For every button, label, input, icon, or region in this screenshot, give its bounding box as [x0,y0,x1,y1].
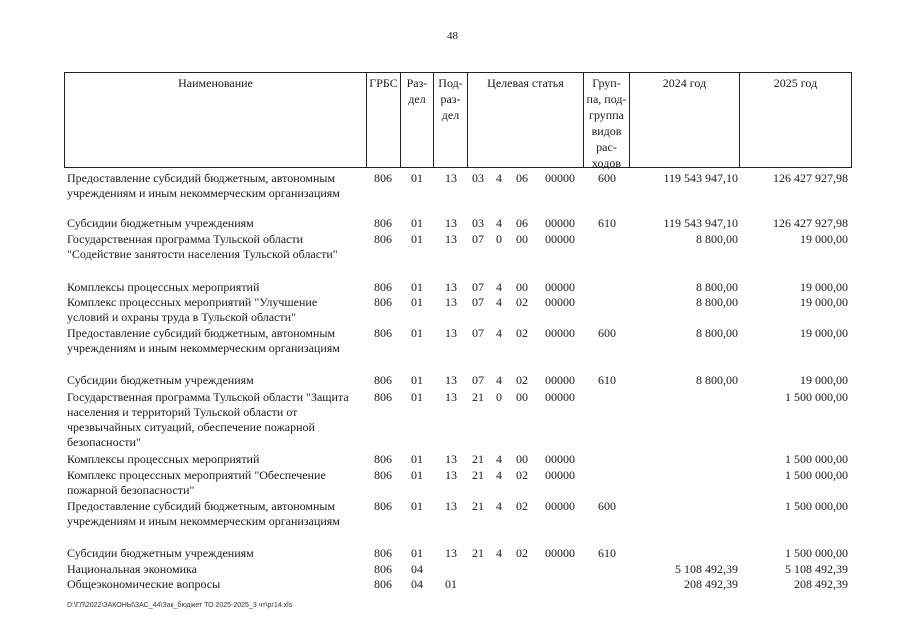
row-amount-2025: 19 000,00 [800,326,848,340]
row-grbs: 806 [374,390,392,404]
row-name: Комплекс процессных мероприятий "Обеспечение пожарной безопасности" [67,468,326,497]
row-grbs: 806 [374,326,392,340]
row-target-event: 02 [516,295,528,309]
row-amount-2025: 19 000,00 [800,280,848,294]
row-name: Комплексы процессных мероприятий [67,452,260,466]
row-razdel: 01 [411,280,423,294]
row-target-program: 21 [472,390,484,404]
row-amount-2025: 1 500 000,00 [785,499,848,513]
row-target-type: 4 [496,295,502,309]
row-grbs: 806 [374,295,392,309]
row-target-program: 07 [472,326,484,340]
row-grbs: 806 [374,373,392,387]
row-podrazdel: 01 [445,577,457,591]
row-target-direction: 00000 [545,546,575,560]
header-grbs: ГРБС [369,76,398,90]
row-expense-group: 610 [598,546,616,560]
row-grbs: 806 [374,577,392,591]
row-name: Национальная экономика [67,562,197,576]
row-podrazdel: 13 [445,390,457,404]
row-podrazdel: 13 [445,468,457,482]
row-target-type: 0 [496,390,502,404]
row-target-program: 21 [472,546,484,560]
row-name: Субсидии бюджетным учреждениям [67,216,254,230]
row-amount-2024: 8 800,00 [696,326,738,340]
row-target-event: 00 [516,390,528,404]
row-amount-2024: 8 800,00 [696,280,738,294]
row-amount-2025: 19 000,00 [800,232,848,246]
row-expense-group: 600 [598,326,616,340]
row-grbs: 806 [374,452,392,466]
header-podrazdel: Под- раз- дел [438,76,463,122]
row-target-event: 02 [516,499,528,513]
row-razdel: 01 [411,216,423,230]
row-name: Предоставление субсидий бюджетным, автономным учреждениям и иным некоммерческим организациям [67,499,340,528]
row-podrazdel: 13 [445,280,457,294]
row-grbs: 806 [374,562,392,576]
row-target-direction: 00000 [545,171,575,185]
row-razdel: 01 [411,326,423,340]
row-expense-group: 600 [598,171,616,185]
row-name: Общеэкономические вопросы [67,577,221,591]
row-target-event: 02 [516,546,528,560]
row-name: Предоставление субсидий бюджетным, автономным учреждениям и иным некоммерческим организациям [67,171,340,200]
row-podrazdel: 13 [445,452,457,466]
row-target-program: 03 [472,171,484,185]
row-target-event: 00 [516,452,528,466]
row-razdel: 01 [411,373,423,387]
row-podrazdel: 13 [445,171,457,185]
row-podrazdel: 13 [445,499,457,513]
row-target-type: 4 [496,499,502,513]
row-target-type: 4 [496,326,502,340]
header-name: Наименование [178,76,253,90]
row-amount-2024: 8 800,00 [696,295,738,309]
row-name: Комплексы процессных мероприятий [67,280,260,294]
row-amount-2025: 126 427 927,98 [773,171,848,185]
row-amount-2025: 5 108 492,39 [785,562,848,576]
row-razdel: 04 [411,577,423,591]
row-target-event: 02 [516,326,528,340]
row-target-program: 21 [472,468,484,482]
row-target-event: 00 [516,232,528,246]
row-grbs: 806 [374,499,392,513]
row-target-event: 02 [516,373,528,387]
row-target-direction: 00000 [545,232,575,246]
row-razdel: 01 [411,546,423,560]
row-grbs: 806 [374,216,392,230]
row-razdel: 01 [411,452,423,466]
row-podrazdel: 13 [445,216,457,230]
row-target-type: 4 [496,373,502,387]
row-razdel: 01 [411,171,423,185]
row-razdel: 01 [411,499,423,513]
header-target: Целевая статья [487,76,564,90]
row-target-program: 07 [472,232,484,246]
row-target-event: 06 [516,216,528,230]
row-amount-2024: 8 800,00 [696,373,738,387]
row-podrazdel: 13 [445,326,457,340]
row-target-type: 4 [496,171,502,185]
row-name: Государственная программа Тульской области "Защита населения и территорий Тульской области от чрезвычайных ситуаций, обеспечение пожарной безопасности" [67,390,349,449]
row-target-direction: 00000 [545,280,575,294]
row-razdel: 01 [411,295,423,309]
row-expense-group: 610 [598,216,616,230]
row-amount-2024: 119 543 947,10 [663,171,738,185]
row-amount-2025: 126 427 927,98 [773,216,848,230]
row-name: Предоставление субсидий бюджетным, автономным учреждениям и иным некоммерческим организациям [67,326,340,355]
row-amount-2025: 1 500 000,00 [785,390,848,404]
row-target-type: 0 [496,232,502,246]
row-target-direction: 00000 [545,390,575,404]
row-name: Государственная программа Тульской области "Содействие занятости населения Тульской области" [67,232,338,261]
row-target-direction: 00000 [545,468,575,482]
row-podrazdel: 13 [445,546,457,560]
row-target-type: 4 [496,280,502,294]
row-amount-2025: 1 500 000,00 [785,468,848,482]
page-number: 48 [447,30,458,42]
row-amount-2025: 1 500 000,00 [785,452,848,466]
row-target-event: 02 [516,468,528,482]
row-podrazdel: 13 [445,232,457,246]
row-amount-2025: 19 000,00 [800,295,848,309]
row-expense-group: 610 [598,373,616,387]
row-name: Субсидии бюджетным учреждениям [67,546,254,560]
row-target-program: 07 [472,280,484,294]
row-amount-2025: 1 500 000,00 [785,546,848,560]
row-target-type: 4 [496,468,502,482]
row-target-program: 07 [472,373,484,387]
row-razdel: 01 [411,468,423,482]
row-razdel: 04 [411,562,423,576]
row-target-event: 00 [516,280,528,294]
row-amount-2025: 19 000,00 [800,373,848,387]
header-year2: 2025 год [773,76,818,90]
row-grbs: 806 [374,232,392,246]
row-grbs: 806 [374,280,392,294]
row-amount-2024: 208 492,39 [684,577,738,591]
row-target-direction: 00000 [545,216,575,230]
row-target-direction: 00000 [545,295,575,309]
row-target-event: 06 [516,171,528,185]
row-target-type: 4 [496,546,502,560]
row-amount-2024: 5 108 492,39 [675,562,738,576]
row-target-direction: 00000 [545,326,575,340]
row-grbs: 806 [374,171,392,185]
header-razdel: Раз- дел [406,76,428,106]
row-razdel: 01 [411,390,423,404]
row-razdel: 01 [411,232,423,246]
row-target-program: 07 [472,295,484,309]
row-grbs: 806 [374,468,392,482]
row-podrazdel: 13 [445,373,457,387]
row-target-program: 21 [472,499,484,513]
row-target-program: 21 [472,452,484,466]
row-target-program: 03 [472,216,484,230]
row-amount-2024: 8 800,00 [696,232,738,246]
row-target-direction: 00000 [545,452,575,466]
row-name: Субсидии бюджетным учреждениям [67,373,254,387]
row-target-type: 4 [496,216,502,230]
header-vr: Груп- па, под- группа видов рас- ходов [586,76,627,170]
header-year1: 2024 год [662,76,707,90]
row-expense-group: 600 [598,499,616,513]
row-amount-2025: 208 492,39 [794,577,848,591]
row-podrazdel: 13 [445,295,457,309]
row-amount-2024: 119 543 947,10 [663,216,738,230]
row-target-type: 4 [496,452,502,466]
footer-file-path: D:\ГЛ\2022\ЗАКОНЫ\ЗАС_44\Зак_бюджет ТО 2025-2025_3 чт\рг14.xls [67,602,293,609]
row-name: Комплекс процессных мероприятий "Улучшение условий и охраны труда в Тульской области" [67,295,318,324]
row-target-direction: 00000 [545,373,575,387]
row-grbs: 806 [374,546,392,560]
row-target-direction: 00000 [545,499,575,513]
